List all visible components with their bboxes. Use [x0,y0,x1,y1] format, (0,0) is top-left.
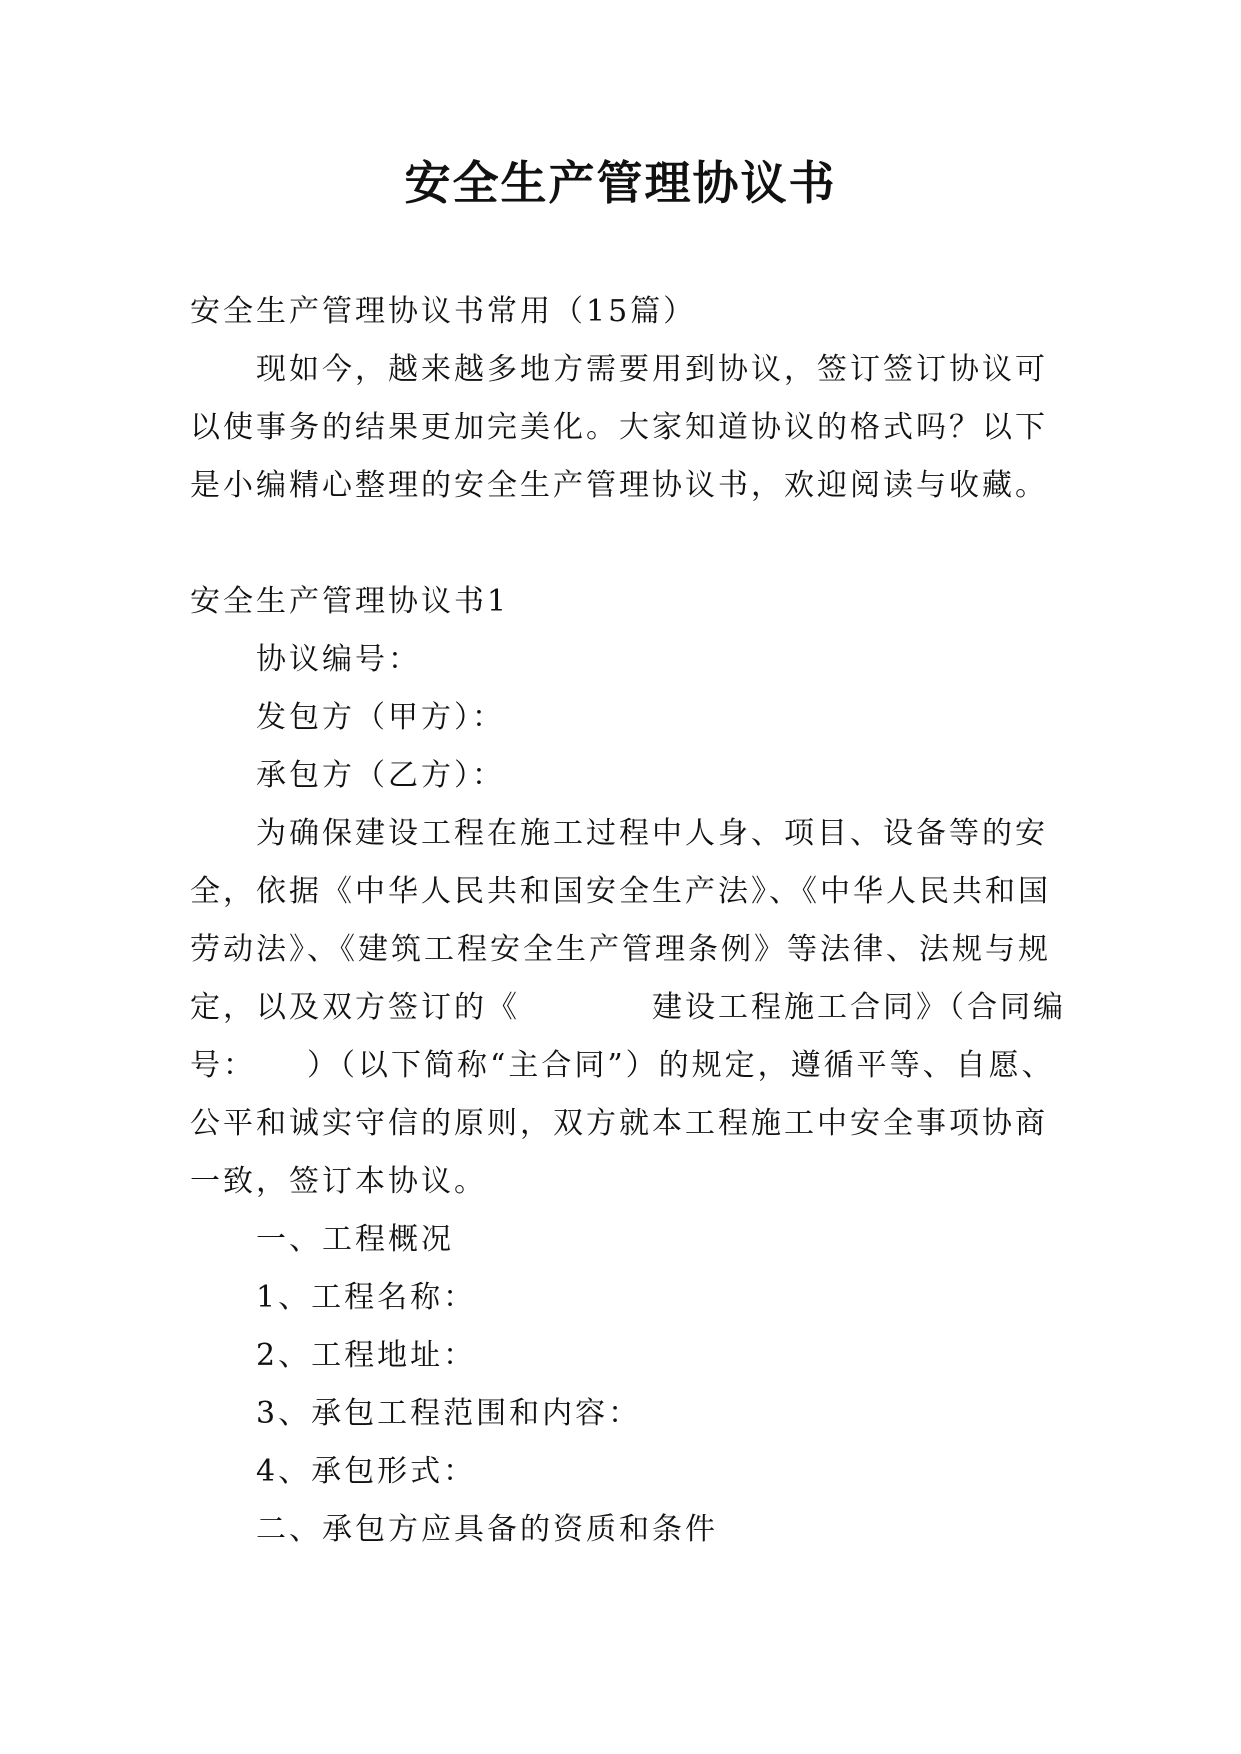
text-line: 现如今，越来越多地方需要用到协议，签订签订协议可 [256,352,1048,387]
text-line: 为确保建设工程在施工过程中人身、项目、设备等的安 [256,816,1048,851]
text-line: 号： ）（以下简称“主合同”）的规定，遵循平等、自愿、 [190,1048,1055,1083]
paragraph-gap [190,515,1070,573]
text-line: 发包方（甲方）： [256,700,505,735]
text-line: 2、工程地址： [256,1338,477,1373]
text-line: 承包方（乙方）： [256,758,505,793]
text-line: 协议编号： [256,642,421,677]
text-line: 安全生产管理协议书常用（15篇） [190,294,697,329]
text-line: 1、工程名称： [256,1280,477,1315]
text-line: 二、承包方应具备的资质和条件 [256,1512,718,1547]
text-line: 劳动法》、《建筑工程安全生产管理条例》等法律、法规与规 [190,932,1051,967]
text-line: 3、承包工程范围和内容： [256,1396,642,1431]
text-line: 全，依据《中华人民共和国安全生产法》、《中华人民共和国 [190,874,1051,909]
text-line: 以使事务的结果更加完美化。大家知道协议的格式吗？以下 [190,410,1048,445]
text-line: 公平和诚实守信的原则，双方就本工程施工中安全事项协商 [190,1106,1048,1141]
text-line: 一、工程概况 [256,1222,454,1257]
text-line: 安全生产管理协议书1 [190,584,510,619]
document-title: 安全生产管理协议书 [404,156,837,210]
text-line: 一致，签订本协议。 [190,1164,487,1199]
document-body [190,283,1070,1559]
text-line: 4、承包形式： [256,1454,477,1489]
text-line: 是小编精心整理的安全生产管理协议书，欢迎阅读与收藏。 [190,468,1048,503]
text-line: 定，以及双方签订的《 建设工程施工合同》（合同编 [190,990,1066,1025]
